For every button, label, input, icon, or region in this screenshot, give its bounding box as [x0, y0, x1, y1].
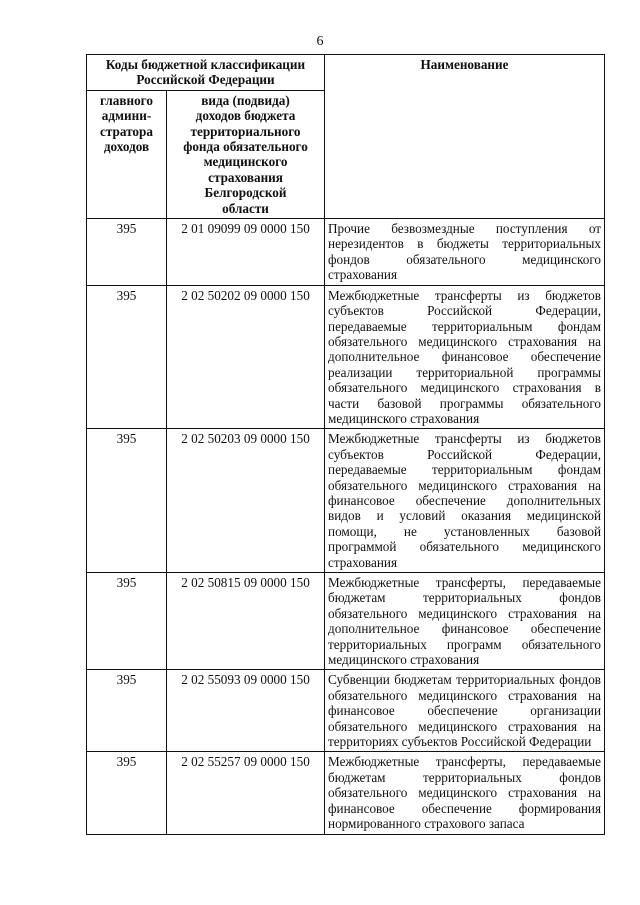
header-codes: Коды бюджетной классификации Российской Федерации [87, 55, 325, 91]
budget-code-cell: 2 02 50203 09 0000 150 [167, 429, 325, 573]
budget-code-cell: 2 02 55093 09 0000 150 [167, 670, 325, 752]
table-row [87, 285, 605, 429]
budget-code-cell: 2 01 09099 09 0000 150 [167, 219, 325, 286]
table-row [87, 219, 605, 286]
table-row [87, 573, 605, 670]
budget-code-cell: 2 02 55257 09 0000 150 [167, 752, 325, 834]
admin-code-cell: 395 [87, 670, 167, 752]
admin-code-cell: 395 [87, 573, 167, 670]
name-cell: Межбюджетные трансферты из бюджетов субъектов Российской Федерации, передаваемые территориальным фондам обязательного медицинского страхования на финансовое обеспечение дополнительных видов и условий оказания медицинской помощи, не установленных базовой программой обязательного медицинского страхования [325, 429, 605, 573]
name-cell: Межбюджетные трансферты, передаваемые бюджетам территориальных фондов обязательного медицинского страхования на дополнительное финансовое обеспечение территориальных программ обязательного медицинского страхования [325, 573, 605, 670]
name-cell: Межбюджетные трансферты, передаваемые бюджетам территориальных фондов обязательного медицинского страхования на финансовое обеспечение формирования нормированного страхового запаса [325, 752, 605, 834]
subheader-type: вида (подвида) доходов бюджета территориального фонда обязательного медицинского страхования Белгородской области [167, 90, 325, 218]
table-body [87, 219, 605, 834]
budget-classification-table [86, 54, 605, 835]
header-row [87, 55, 605, 91]
page-number: 6 [316, 34, 324, 49]
admin-code-cell: 395 [87, 752, 167, 834]
admin-code-cell: 395 [87, 429, 167, 573]
header-name: Наименование [325, 55, 605, 219]
name-cell: Прочие безвозмездные поступления от нерезидентов в бюджеты территориальных фондов обязательного медицинского страхования [325, 219, 605, 286]
table-row [87, 429, 605, 573]
table-header [87, 55, 605, 219]
subheader-admin: главного админи- стратора доходов [87, 90, 167, 218]
budget-code-cell: 2 02 50202 09 0000 150 [167, 285, 325, 429]
admin-code-cell: 395 [87, 285, 167, 429]
table-row [87, 752, 605, 834]
table-row [87, 670, 605, 752]
admin-code-cell: 395 [87, 219, 167, 286]
name-cell: Межбюджетные трансферты из бюджетов субъектов Российской Федерации, передаваемые территориальным фондам обязательного медицинского страхования на дополнительное финансовое обеспечение реализации территориальной программы обязательного медицинского страхования в части базовой программы обязательного медицинского страхования [325, 285, 605, 429]
name-cell: Субвенции бюджетам территориальных фондов обязательного медицинского страхования на финансовое обеспечение организации обязательного медицинского страхования на территориях субъектов Российской Федерации [325, 670, 605, 752]
budget-code-cell: 2 02 50815 09 0000 150 [167, 573, 325, 670]
